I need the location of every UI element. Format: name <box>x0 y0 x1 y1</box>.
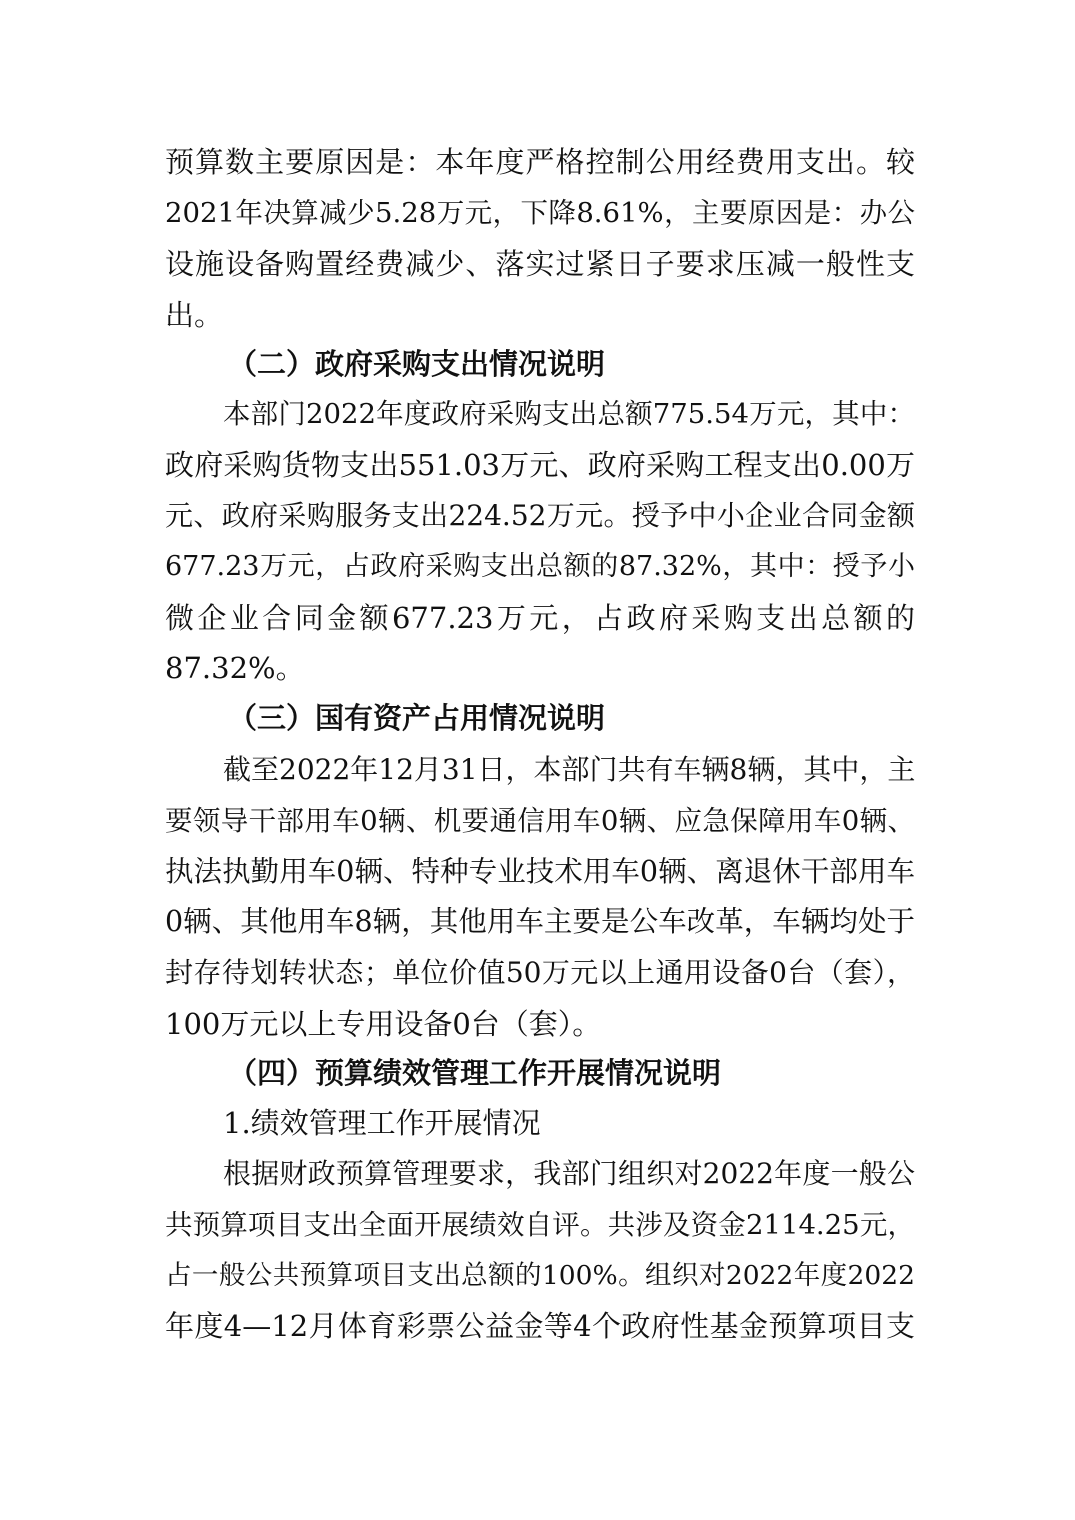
paragraph-line: 2021年决算减少5.28万元，下降8.61%，主要原因是：办公 <box>165 197 915 229</box>
paragraph-line: 政府采购货物支出551.03万元、政府采购工程支出0.00万 <box>165 448 915 482</box>
subheading-performance-work: 1.绩效管理工作开展情况 <box>223 1106 541 1140</box>
paragraph-line: 本部门2022年度政府采购支出总额775.54万元，其中： <box>223 398 915 430</box>
paragraph-line: 要领导干部用车0辆、机要通信用车0辆、应急保障用车0辆、 <box>165 805 915 837</box>
section-heading-state-assets: （三）国有资产占用情况说明 <box>228 701 606 735</box>
paragraph-line: 根据财政预算管理要求，我部门组织对2022年度一般公 <box>223 1157 915 1190</box>
paragraph-line: 87.32%。 <box>165 651 305 685</box>
paragraph-line: 占一般公共预算项目支出总额的100%。组织对2022年度2022 <box>165 1260 915 1291</box>
paragraph-line: 100万元以上专用设备0台（套）。 <box>165 1007 602 1041</box>
paragraph-line: 0辆、其他用车8辆，其他用车主要是公车改革，车辆均处于 <box>165 905 915 938</box>
paragraph-line: 出。 <box>165 298 224 332</box>
paragraph-line: 共预算项目支出全面开展绩效自评。共涉及资金2114.25元， <box>165 1209 915 1241</box>
paragraph-line: 封存待划转状态；单位价值50万元以上通用设备0台（套）， <box>165 956 915 989</box>
section-heading-procurement: （二）政府采购支出情况说明 <box>228 347 606 381</box>
paragraph-line: 677.23万元，占政府采购支出总额的87.32%，其中：授予小 <box>165 551 915 582</box>
section-heading-performance: （四）预算绩效管理工作开展情况说明 <box>228 1056 722 1090</box>
paragraph-line: 预算数主要原因是：本年度严格控制公用经费用支出。较 <box>165 145 915 179</box>
paragraph-line: 年度4—12月体育彩票公益金等4个政府性基金预算项目支 <box>165 1309 915 1343</box>
paragraph-line: 微企业合同金额677.23万元，占政府采购支出总额的 <box>165 601 915 635</box>
paragraph-line: 元、政府采购服务支出224.52万元。授予中小企业合同金额 <box>165 499 915 532</box>
paragraph-line: 设施设备购置经费减少、落实过紧日子要求压减一般性支 <box>165 247 915 281</box>
paragraph-line: 截至2022年12月31日，本部门共有车辆8辆，其中，主 <box>223 753 916 786</box>
paragraph-line: 执法执勤用车0辆、特种专业技术用车0辆、离退休干部用车 <box>165 855 915 888</box>
